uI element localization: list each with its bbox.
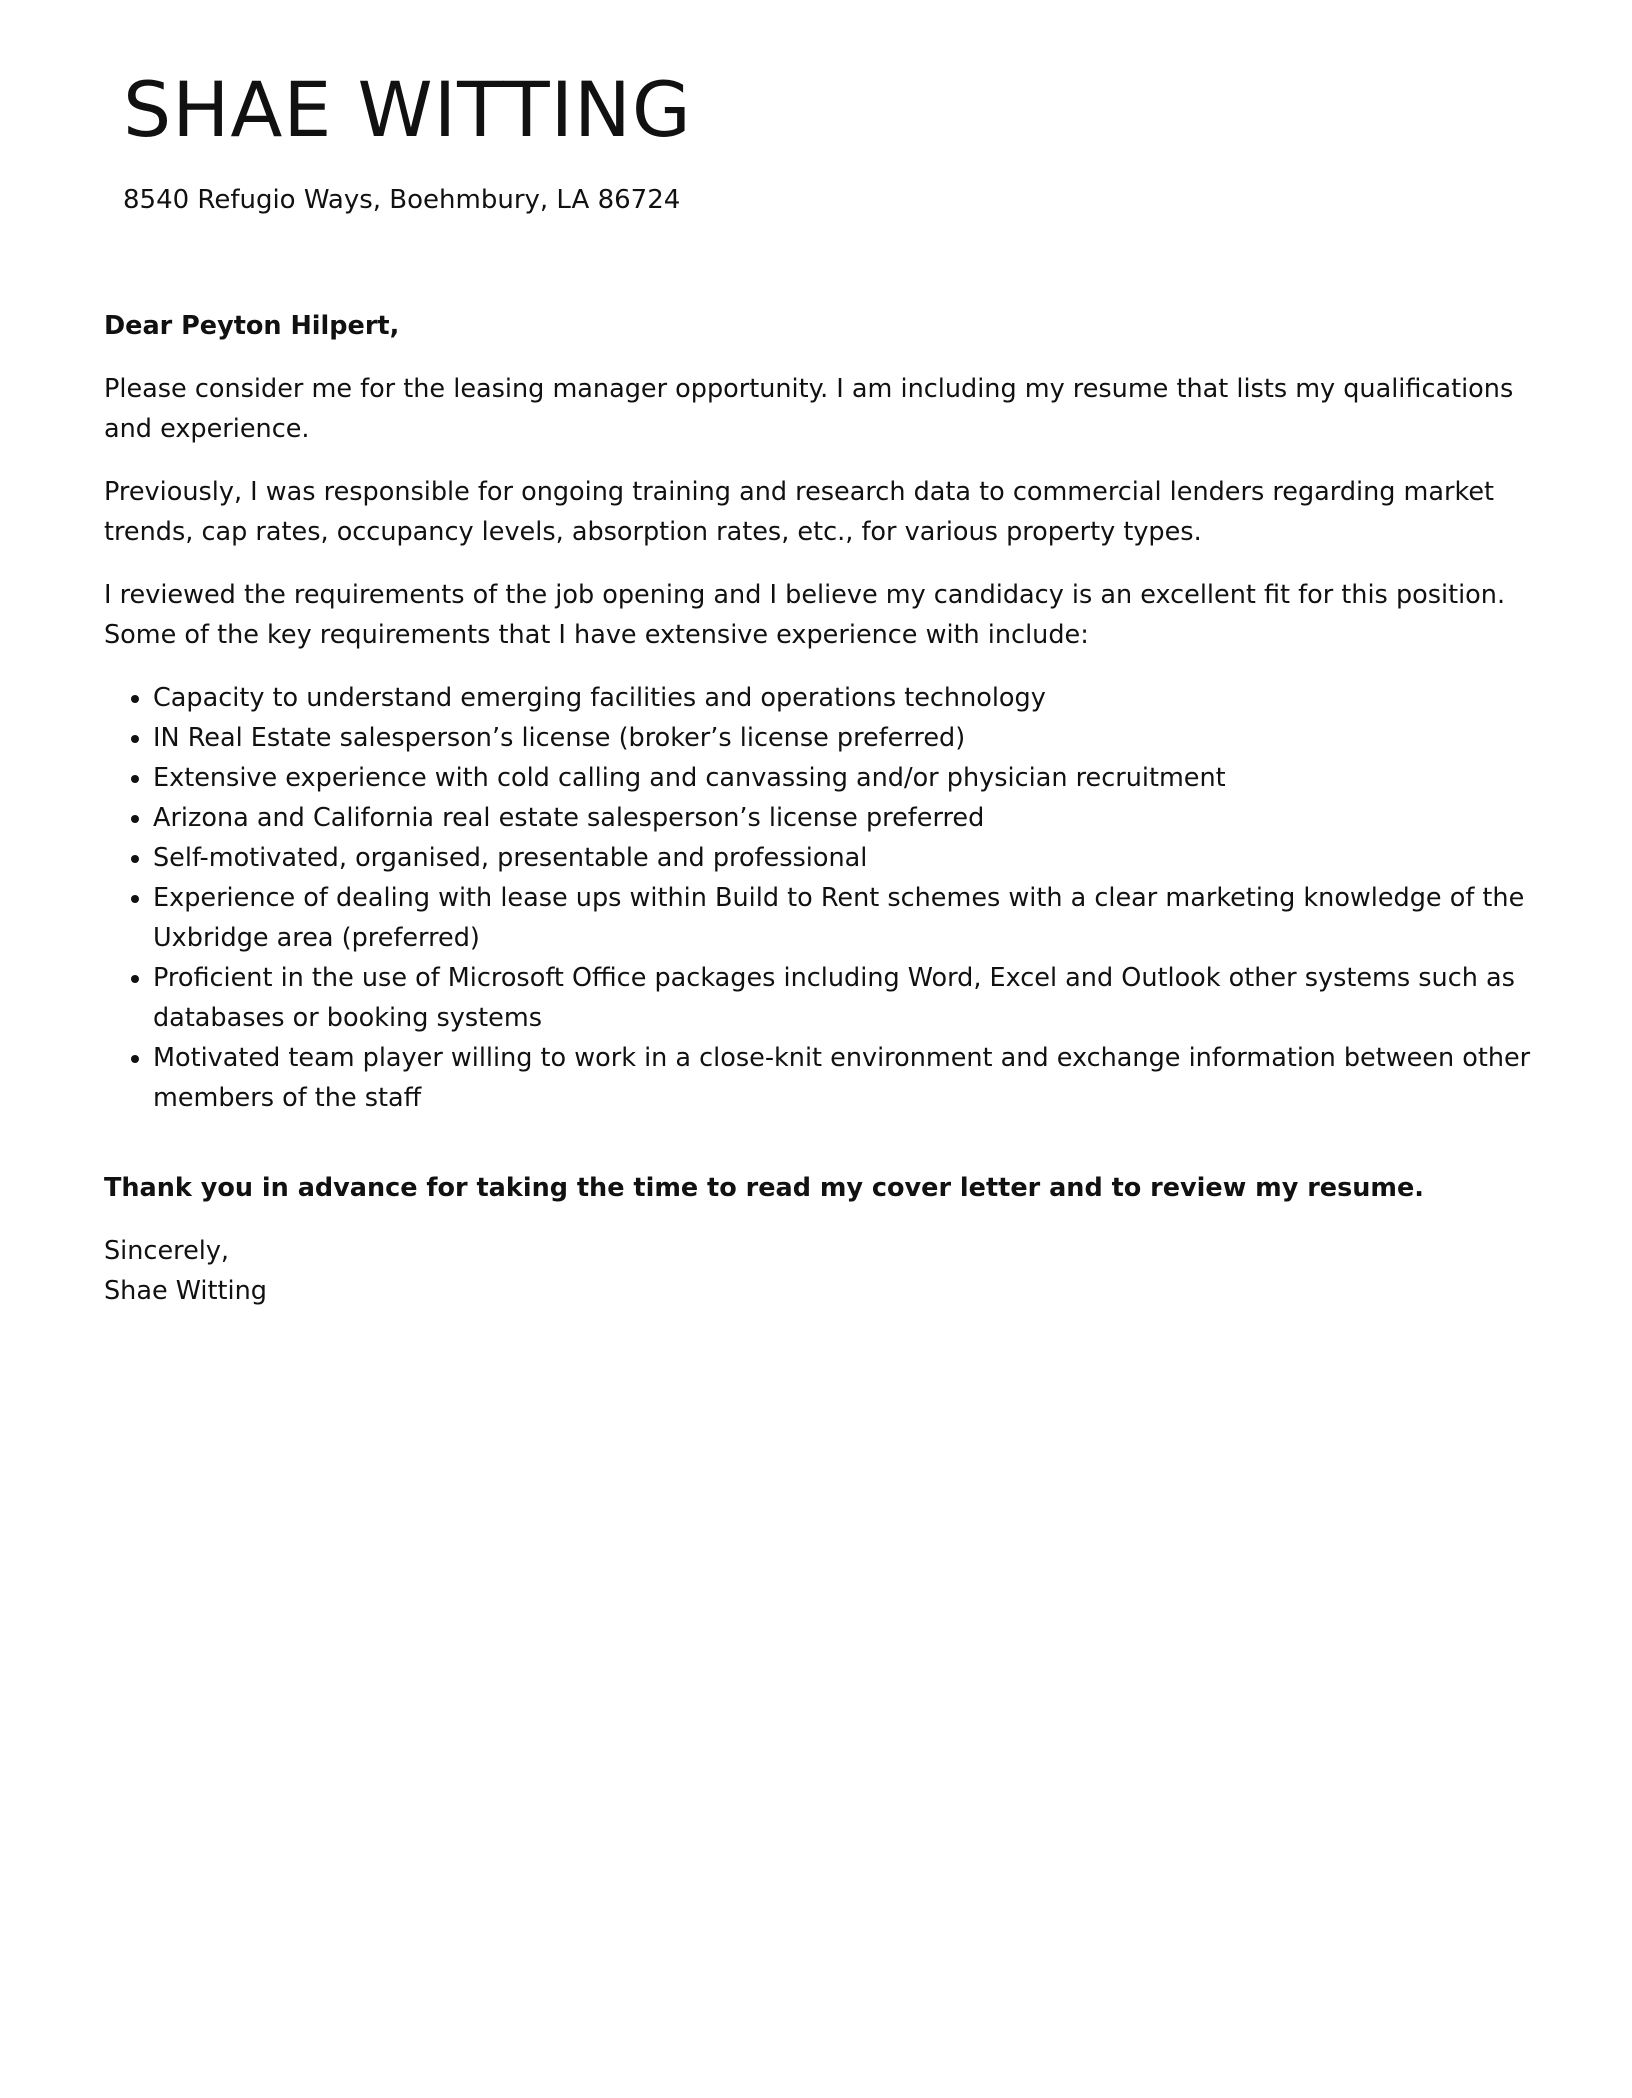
letter-body — [104, 306, 1534, 1334]
letter-header — [123, 65, 1423, 216]
list-item: • Extensive experience with cold calling and canvassing and/or physician recruitment — [153, 758, 1534, 798]
list-item: • Self-motivated, organised, presentable and professional — [153, 838, 1534, 878]
list-item: • IN Real Estate salesperson’s license (broker’s license preferred) — [153, 718, 1534, 758]
list-item: • Capacity to understand emerging facilities and operations technology — [153, 678, 1534, 718]
paragraph-requirements-intro: I reviewed the requirements of the job opening and I believe my candidacy is an excellent fit for this position. Some of the key requirements that I have extensive experience with include: — [104, 580, 1506, 650]
signature-name: Shae Witting — [104, 1276, 267, 1306]
closing-phrase: Sincerely, — [104, 1236, 230, 1266]
paragraph-intro: Please consider me for the leasing manager opportunity. I am including my resume that lists my qualifications and experience. — [104, 374, 1514, 444]
list-item: • Proficient in the use of Microsoft Office packages including Word, Excel and Outlook other systems such as databases or booking systems — [153, 958, 1534, 1038]
requirements-list — [104, 678, 1534, 1118]
list-item: • Experience of dealing with lease ups within Build to Rent schemes with a clear marketing knowledge of the Uxbridge area (preferred) — [153, 878, 1534, 958]
closing-block — [104, 1231, 1534, 1311]
list-item: • Motivated team player willing to work in a close-knit environment and exchange information between other members of the staff — [153, 1038, 1534, 1118]
applicant-address: 8540 Refugio Ways, Boehmbury, LA 86724 — [123, 184, 681, 215]
paragraph-experience: Previously, I was responsible for ongoing training and research data to commercial lenders regarding market trends, cap rates, occupancy levels, absorption rates, etc., for various property types. — [104, 477, 1495, 547]
list-item: • Arizona and California real estate salesperson’s license preferred — [153, 798, 1534, 838]
thank-you-line: Thank you in advance for taking the time to read my cover letter and to review my resume. — [104, 1173, 1424, 1203]
applicant-name: SHAE WITTING — [123, 65, 692, 154]
salutation: Dear Peyton Hilpert, — [104, 311, 400, 341]
